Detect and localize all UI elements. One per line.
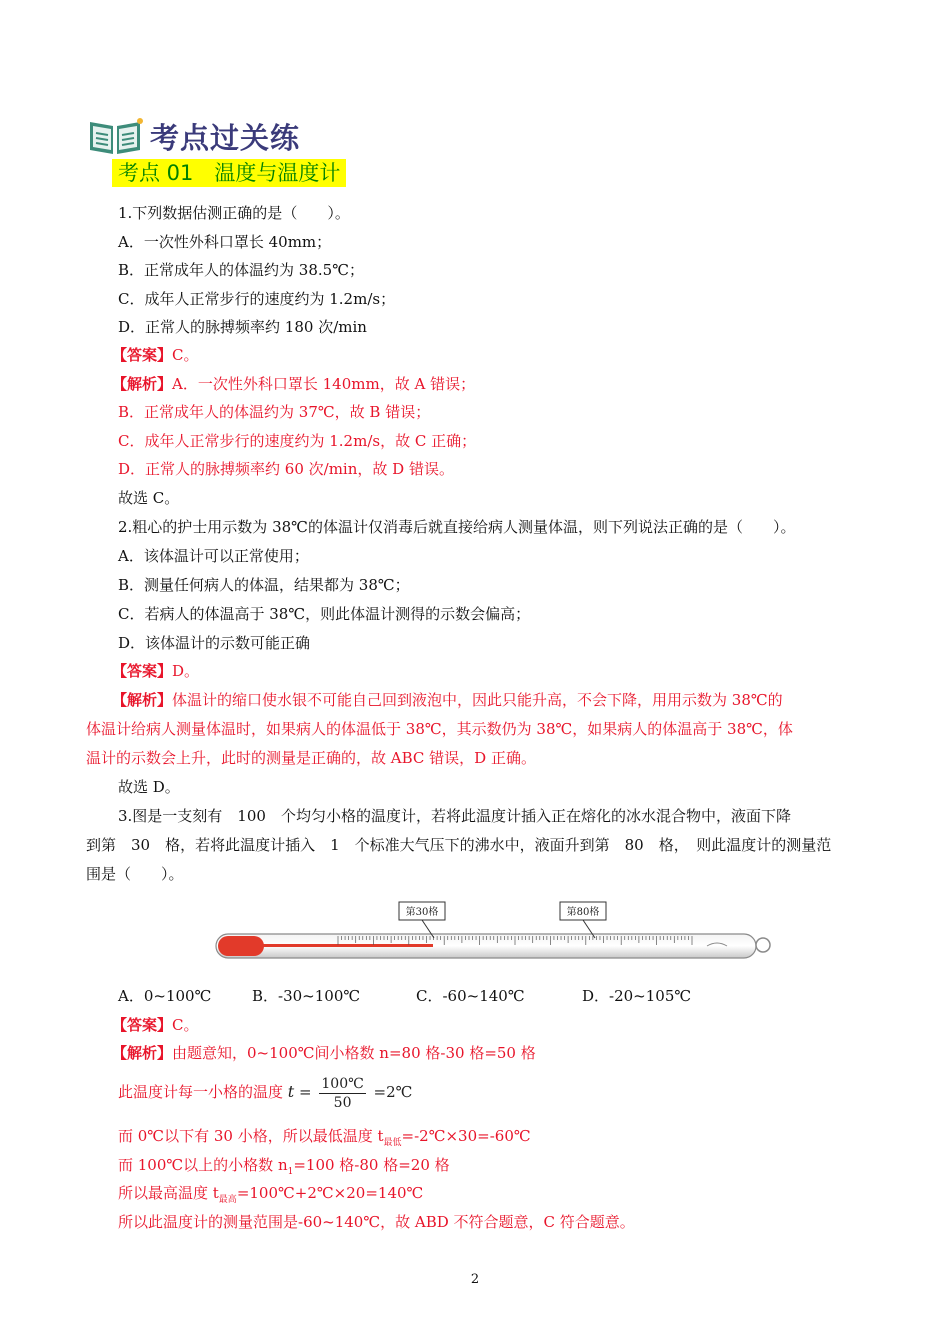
- page-number: 2: [470, 1272, 480, 1287]
- n-value: =100 格-80 格=20 格: [293, 1156, 450, 1174]
- formula-variable: t: [287, 1082, 295, 1101]
- q1-analysis-line: B．正常成年人的体温约为 37℃，故 B 错误；: [118, 403, 431, 421]
- q2-analysis-line: 温计的示数会上升，此时的测量是正确的，故 ABC 错误，D 正确。: [86, 749, 536, 767]
- analysis-label: 【解析】: [112, 375, 173, 393]
- book-icon: [86, 116, 144, 156]
- analysis-text: 由题意知，0~100℃间小格数 n=80 格-30 格=50 格: [172, 1044, 536, 1062]
- formula-denominator: 50: [333, 1094, 352, 1111]
- formula-fraction: [319, 1075, 365, 1112]
- answer-label: 【答案】: [112, 662, 173, 680]
- q3-option-b: B．-30~100℃: [252, 987, 361, 1005]
- thermometer-figure: [212, 898, 777, 966]
- q2-option-b: B．测量任何病人的体温，结果都为 38℃；: [118, 576, 410, 594]
- q1-analysis-line: D．正常人的脉搏频率约 60 次/min，故 D 错误。: [118, 460, 454, 478]
- q3-analysis-line: [112, 1043, 536, 1063]
- thermometer-illustration: [212, 898, 777, 966]
- q2-stem: 2.粗心的护士用示数为 38℃的体温计仅消毒后就直接给病人测量体温，则下列说法正确的是（ ）。: [118, 518, 796, 536]
- mercury-column: [260, 944, 433, 947]
- q1-option-b: B．正常成年人的体温约为 38.5℃；: [118, 261, 364, 279]
- per-grid-text: 此温度计每一小格的温度: [118, 1083, 284, 1101]
- q1-conclusion: 故选 C。: [118, 489, 180, 507]
- low-value: =-2℃×30=-60℃: [401, 1127, 531, 1145]
- q2-analysis-line: 体温计给病人测量体温时，如果病人的体温低于 38℃，其示数仍为 38℃，如果病人的体温高于 38℃，体: [86, 720, 793, 738]
- q2-analysis-line: [112, 690, 783, 710]
- high-value: =100℃+2℃×20=140℃: [236, 1184, 424, 1202]
- answer-label: 【答案】: [112, 346, 173, 364]
- q3-stem-line: 3.图是一支刻有 100 个均匀小格的温度计，若将此温度计插入正在熔化的冰水混合物中，液面下降: [118, 807, 791, 825]
- thermometer-bulb: [218, 936, 264, 956]
- q3-answer: [112, 1015, 199, 1035]
- q1-option-a: A．一次性外科口罩长 40mm；: [118, 233, 332, 251]
- analysis-text: A．一次性外科口罩长 140mm，故 A 错误；: [172, 375, 476, 393]
- q3-final-line: 所以此温度计的测量范围是-60~140℃，故 ABD 不符合题意，C 符合题意。: [118, 1213, 635, 1231]
- analysis-text: 体温计的缩口使水银不可能自己回到液泡中，因此只能升高，不会下降，用用示数为 38℃的: [172, 691, 783, 709]
- q3-option-d: D．-20~105℃: [582, 987, 692, 1005]
- q2-option-d: D．该体温计的示数可能正确: [118, 634, 311, 652]
- thermometer-loop: [756, 938, 770, 952]
- q3-stem-line: 围是（ ）。: [86, 865, 184, 883]
- q2-answer: [112, 661, 199, 681]
- answer-value: D。: [172, 662, 200, 680]
- n-text: 而 100℃以上的小格数 n: [118, 1156, 288, 1174]
- answer-value: C。: [172, 346, 199, 364]
- analysis-label: 【解析】: [112, 691, 173, 709]
- q1-option-d: D．正常人的脉搏频率约 180 次/min: [118, 318, 367, 336]
- q1-analysis-line: C．成年人正常步行的速度约为 1.2m/s，故 C 正确；: [118, 432, 477, 450]
- n-subscript: 1: [287, 1167, 294, 1177]
- q2-conclusion: 故选 D。: [118, 778, 180, 796]
- q1-option-c: C．成年人正常步行的速度约为 1.2m/s；: [118, 290, 396, 308]
- q3-stem-line: 到第 30 格，若将此温度计插入 1 个标准大气压下的沸水中，液面升到第 80 格， 则此温度计的测量范: [86, 836, 832, 854]
- formula-result: =2℃: [373, 1083, 413, 1101]
- answer-value: C。: [172, 1016, 199, 1034]
- low-subscript: 最低: [383, 1138, 402, 1148]
- banner: [86, 116, 300, 156]
- formula-equals: =: [299, 1083, 312, 1101]
- answer-label: 【答案】: [112, 1016, 173, 1034]
- q3-per-grid-line: [118, 1072, 412, 1112]
- q3-option-c: C．-60~140℃: [416, 987, 525, 1005]
- q3-n-line: [118, 1155, 450, 1182]
- section-title: 考点 01 温度与温度计: [112, 159, 346, 187]
- low-text: 而 0℃以下有 30 小格，所以最低温度 t: [118, 1127, 384, 1145]
- q3-option-a: A．0~100℃: [118, 987, 212, 1005]
- q1-analysis-line: [112, 374, 475, 394]
- q1-answer: [112, 345, 199, 365]
- q2-option-c: C．若病人的体温高于 38℃，则此体温计测得的示数会偏高；: [118, 605, 531, 623]
- q3-high-line: [118, 1183, 423, 1210]
- high-text: 所以最高温度 t: [118, 1184, 219, 1202]
- q1-stem: 1.下列数据估测正确的是（ ）。: [118, 204, 350, 222]
- q3-low-line: [118, 1126, 531, 1153]
- q2-option-a: A．该体温计可以正常使用；: [118, 547, 309, 565]
- formula-numerator: 100℃: [321, 1075, 364, 1092]
- mark80-label: 第80格: [566, 907, 600, 918]
- mark30-label: 第30格: [405, 907, 439, 918]
- high-subscript: 最高: [218, 1195, 237, 1205]
- banner-title: 考点过关练: [150, 120, 301, 155]
- analysis-label: 【解析】: [112, 1044, 173, 1062]
